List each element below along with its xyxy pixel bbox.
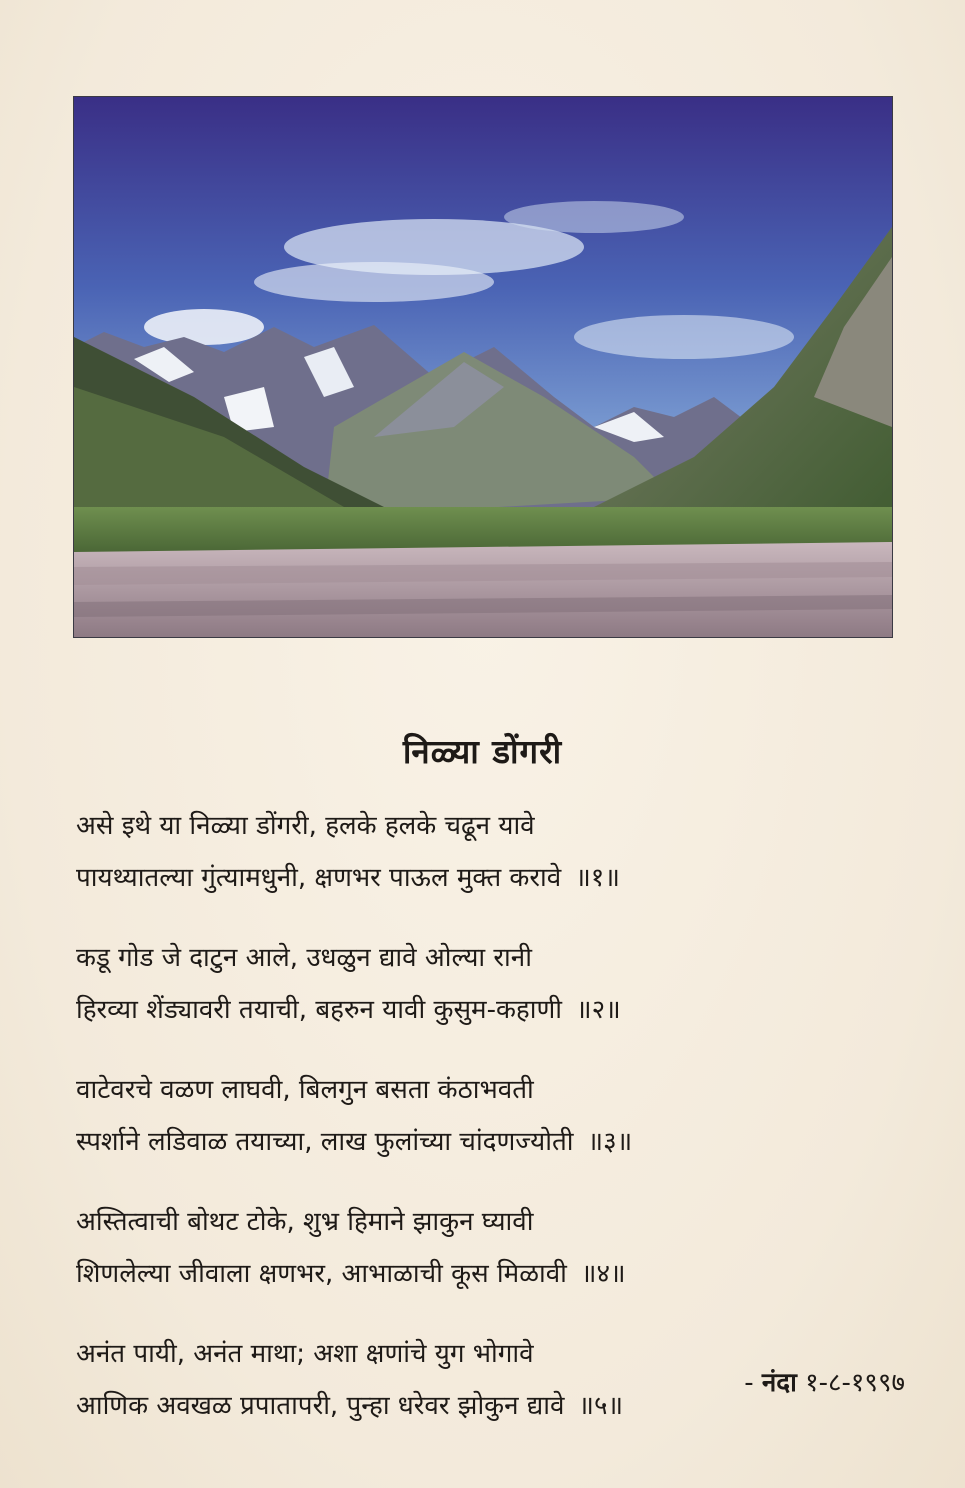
mountain-valley-image <box>74 97 892 637</box>
poem-line <box>76 1248 896 1300</box>
line-text: हिरव्या शेंड्यावरी तयाची, बहरुन यावी कुसुम-कहाणी <box>76 995 562 1025</box>
stanza-1 <box>76 800 896 904</box>
poem-line <box>76 852 896 904</box>
poem-line <box>76 984 896 1036</box>
stanza-number: ॥२॥ <box>576 995 621 1025</box>
landscape-photo <box>74 97 892 637</box>
line-text: कडू गोड जे दाटुन आले, उधळुन द्यावे ओल्या रानी <box>76 943 532 973</box>
line-text: पायथ्यातल्या गुंत्यामधुनी, क्षणभर पाऊल मुक्त करावे <box>76 863 562 893</box>
poem-title: निळ्या डोंगरी <box>402 732 563 771</box>
line-text: अनंत पायी, अनंत माथा; अशा क्षणांचे युग भोगावे <box>76 1339 534 1369</box>
poem-line <box>76 1196 896 1248</box>
signature-dash: - <box>744 1368 754 1398</box>
signature-date: १-८-१९९७ <box>805 1368 905 1398</box>
stanza-number: ॥१॥ <box>575 863 620 893</box>
line-text: स्पर्शाने लडिवाळ तयाच्या, लाख फुलांच्या चांदणज्योती <box>76 1127 574 1157</box>
line-text: अस्तित्वाची बोथट टोके, शुभ्र हिमाने झाकुन घ्यावी <box>76 1207 534 1237</box>
poem-line <box>76 800 896 852</box>
line-text: आणिक अवखळ प्रपातापरी, पुन्हा धरेवर झोकुन द्यावे <box>76 1391 565 1421</box>
author-name: नंदा <box>761 1368 797 1398</box>
stanza-number: ॥४॥ <box>580 1259 626 1289</box>
stanza-number: ॥३॥ <box>587 1127 633 1157</box>
poem-line <box>76 932 896 984</box>
stanza-2 <box>76 932 896 1036</box>
stanza-3 <box>76 1064 896 1168</box>
line-text: वाटेवरचे वळण लाघवी, बिलगुन बसता कंठाभवती <box>76 1075 534 1105</box>
poem-line <box>76 1064 896 1116</box>
line-text: शिणलेल्या जीवाला क्षणभर, आभाळाची कूस मिळावी <box>76 1259 567 1289</box>
stanza-number: ॥५॥ <box>578 1391 624 1421</box>
line-text: असे इथे या निळ्या डोंगरी, हलके हलके चढून यावे <box>76 811 535 841</box>
stanza-4 <box>76 1196 896 1300</box>
poem-body <box>76 800 896 1460</box>
poem-line <box>76 1116 896 1168</box>
poem-signature <box>744 1363 905 1399</box>
